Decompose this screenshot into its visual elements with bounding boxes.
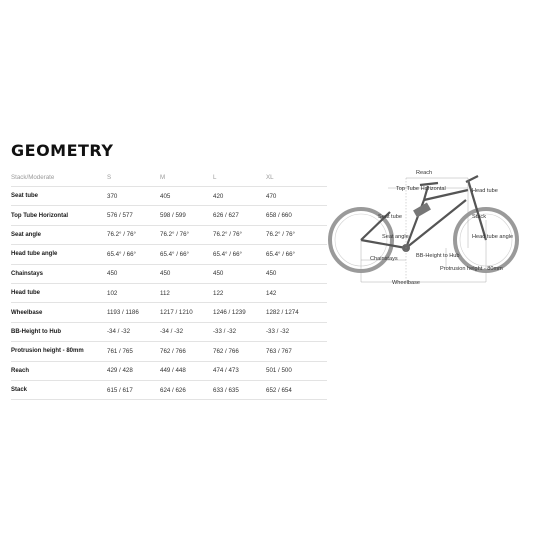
- table-row: [11, 380, 327, 399]
- label-head-tube: Head tube: [472, 188, 498, 194]
- row-value: 762 / 766: [213, 342, 266, 361]
- row-value: 626 / 627: [213, 206, 266, 225]
- row-value: 76.2° / 76°: [213, 225, 266, 244]
- row-value: 76.2° / 76°: [107, 225, 160, 244]
- row-value: 450: [266, 264, 327, 283]
- row-label: BB-Height to Hub: [11, 322, 107, 341]
- row-value: -34 / -32: [160, 322, 213, 341]
- row-value: 450: [160, 264, 213, 283]
- table-row: [11, 342, 327, 361]
- label-reach: Reach: [416, 170, 433, 176]
- table-row: [11, 283, 327, 302]
- row-label: Head tube angle: [11, 245, 107, 264]
- row-value: 65.4° / 66°: [107, 245, 160, 264]
- row-value: 762 / 766: [160, 342, 213, 361]
- row-value: 405: [160, 187, 213, 206]
- row-value: 633 / 635: [213, 380, 266, 399]
- label-top-tube: Top Tube Horizontal: [396, 186, 446, 192]
- row-value: 450: [213, 264, 266, 283]
- row-value: 761 / 765: [107, 342, 160, 361]
- label-bb-height: BB-Height to Hub: [416, 253, 460, 259]
- row-label: Reach: [11, 361, 107, 380]
- table-row: [11, 245, 327, 264]
- row-value: 1282 / 1274: [266, 303, 327, 322]
- row-value: 1246 / 1239: [213, 303, 266, 322]
- header-cell: Stack/Moderate: [11, 168, 107, 187]
- table-row: [11, 361, 327, 380]
- label-stack: Stack: [472, 214, 486, 220]
- geometry-table: [11, 168, 327, 400]
- header-cell: L: [213, 168, 266, 187]
- row-value: 449 / 448: [160, 361, 213, 380]
- label-seat-angle: Seat angle: [382, 234, 409, 240]
- row-value: 76.2° / 76°: [160, 225, 213, 244]
- row-value: 142: [266, 283, 327, 302]
- label-head-tube-angle: Head tube angle: [472, 234, 514, 240]
- row-label: Chainstays: [11, 264, 107, 283]
- table-row: [11, 322, 327, 341]
- row-value: 65.4° / 66°: [160, 245, 213, 264]
- row-value: 112: [160, 283, 213, 302]
- row-value: 474 / 473: [213, 361, 266, 380]
- row-value: 470: [266, 187, 327, 206]
- row-value: 122: [213, 283, 266, 302]
- header-cell: XL: [266, 168, 327, 187]
- row-label: Seat angle: [11, 225, 107, 244]
- row-value: 501 / 500: [266, 361, 327, 380]
- row-value: 450: [107, 264, 160, 283]
- table-row: [11, 264, 327, 283]
- row-value: -34 / -32: [107, 322, 160, 341]
- label-wheelbase: Wheelbase: [392, 280, 420, 286]
- label-seat-tube: Seat tube: [378, 214, 402, 220]
- bike-geometry-diagram: [328, 160, 544, 300]
- row-value: 624 / 626: [160, 380, 213, 399]
- row-value: 1193 / 1186: [107, 303, 160, 322]
- row-value: 615 / 617: [107, 380, 160, 399]
- header-cell: M: [160, 168, 213, 187]
- header-cell: S: [107, 168, 160, 187]
- row-value: 576 / 577: [107, 206, 160, 225]
- row-value: 76.2° / 76°: [266, 225, 327, 244]
- row-value: 370: [107, 187, 160, 206]
- table-row: [11, 187, 327, 206]
- row-value: 102: [107, 283, 160, 302]
- bike-diagram-svg: [328, 160, 544, 300]
- row-value: -33 / -32: [213, 322, 266, 341]
- row-label: Stack: [11, 380, 107, 399]
- row-value: -33 / -32: [266, 322, 327, 341]
- row-value: 65.4° / 66°: [266, 245, 327, 264]
- row-value: 658 / 660: [266, 206, 327, 225]
- table-row: [11, 303, 327, 322]
- row-value: 763 / 767: [266, 342, 327, 361]
- row-label: Wheelbase: [11, 303, 107, 322]
- table-row: [11, 225, 327, 244]
- table-header-row: [11, 168, 327, 187]
- row-value: 1217 / 1210: [160, 303, 213, 322]
- row-label: Seat tube: [11, 187, 107, 206]
- label-protrusion: Protrusion height - 80mm: [440, 266, 503, 272]
- row-label: Head tube: [11, 283, 107, 302]
- row-label: Protrusion height - 80mm: [11, 342, 107, 361]
- label-chainstays: Chainstays: [370, 256, 398, 262]
- row-label: Top Tube Horizontal: [11, 206, 107, 225]
- table-row: [11, 206, 327, 225]
- row-value: 652 / 654: [266, 380, 327, 399]
- page-title: GEOMETRY: [11, 141, 114, 160]
- row-value: 65.4° / 66°: [213, 245, 266, 264]
- row-value: 420: [213, 187, 266, 206]
- row-value: 429 / 428: [107, 361, 160, 380]
- row-value: 598 / 599: [160, 206, 213, 225]
